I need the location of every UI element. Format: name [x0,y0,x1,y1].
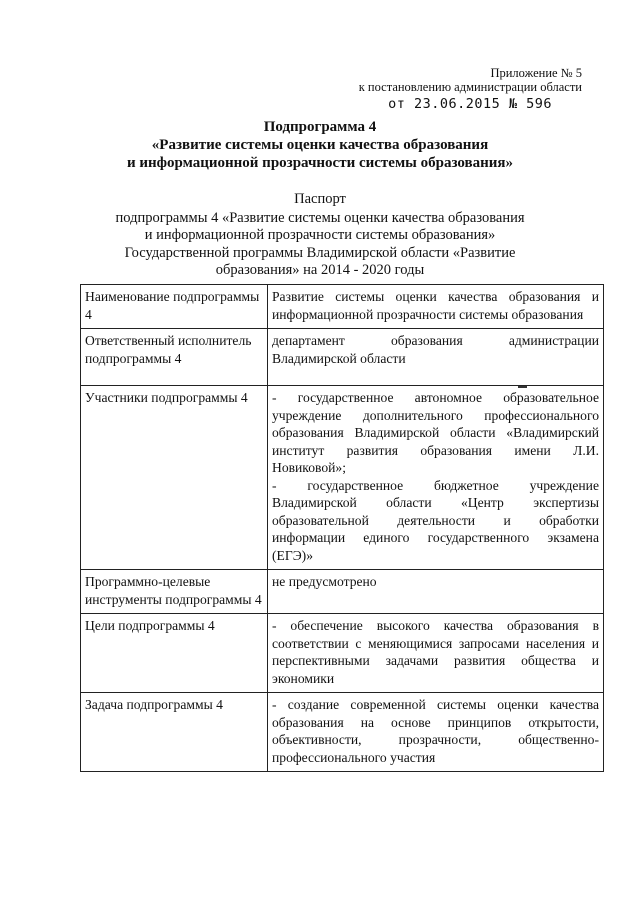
passport-heading-block [0,191,640,280]
title-line-2: «Развитие системы оценки качества образования [151,137,489,153]
date-number-stamp: от 23.06.2015 № 596 [388,96,552,112]
row-value [268,570,604,614]
scan-mark [518,386,527,388]
passport-heading: Паспорт [294,191,346,207]
appendix-header [359,66,582,111]
passport-line-4: образования» на 2014 - 2020 годы [215,262,425,278]
row-value [268,329,604,386]
row-value-text: - обеспечение высокого качества образования в соответствии с меняющимися запросами населения и перспективными задачами развития общества и экономики [272,618,599,686]
row-label: Наименование подпрограммы 4 [81,285,268,329]
table-row [81,570,604,614]
row-value-text: - государственное бюджетное учреждение Владимирской области «Центр экспертизы образовательной деятельности и обработки информации единого государственного экзамена (ЕГЭ)» [272,477,599,563]
row-value [268,693,604,772]
row-value-text: Развитие системы оценки качества образования и информационной прозрачности системы образования [272,289,599,322]
row-value [268,285,604,329]
passport-table [80,284,604,772]
row-value-text: не предусмотрено [272,574,377,589]
row-value-text: - создание современной системы оценки качества образования на основе принципов открытости, объективности, прозрачности, общественно-профессионального участия [272,697,599,765]
table-row [81,386,604,570]
row-value [268,386,604,570]
title-line-1: Подпрограмма 4 [263,119,377,135]
row-label: Задача подпрограммы 4 [81,693,268,772]
appendix-resolution-ref: к постановлению администрации области [358,80,582,94]
row-label: Программно-целевые инструменты подпрограммы 4 [81,570,268,614]
passport-line-1: подпрограммы 4 «Развитие системы оценки качества образования [115,209,525,226]
row-value-text: - государственное автономное образовательное учреждение дополнительного профессионального образования Владимирской области «Владимирский институт развития образования имени Л.И. Новиковой»; [272,390,599,475]
passport-line-2: и информационной прозрачности системы образования» [144,227,496,243]
row-value [268,614,604,693]
appendix-number: Приложение № 5 [490,66,582,80]
table-row [81,614,604,693]
row-value-text: департамент образования администрации Владимирской области [272,333,599,366]
table-row [81,329,604,386]
subprogram-title [0,118,640,172]
row-label: Цели подпрограммы 4 [81,614,268,693]
row-label: Ответственный исполнитель подпрограммы 4 [81,329,268,386]
passport-line-3: Государственной программы Владимирской области «Развитие [124,244,516,261]
table-row [81,285,604,329]
row-label: Участники подпрограммы 4 [81,386,268,570]
table-row [81,693,604,772]
title-line-3: и информационной прозрачности системы образования» [126,155,514,171]
